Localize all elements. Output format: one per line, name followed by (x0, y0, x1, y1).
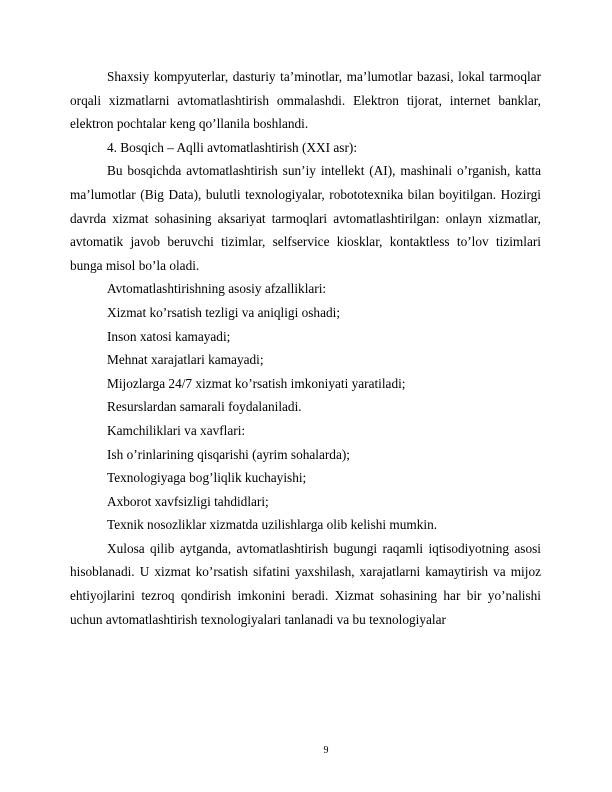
page-number: 9 (323, 745, 329, 756)
advantage-item: Mijozlarga 24/7 xizmat ko’rsatish imkoniyati yaratiladi; (107, 375, 406, 391)
stage4-heading: 4. Bosqich – Aqlli avtomatlashtirish (XXI asr): (107, 139, 358, 155)
disadvantage-item: Ish o’rinlarining qisqarishi (ayrim sohalarda); (107, 446, 350, 462)
intro-paragraph: Shaxsiy kompyuterlar, dasturiy ta’minotlar, ma’lumotlar bazasi, lokal tarmoqlar orqali xizmatlarni avtomatlashtirish ommalashdi. Elektron tijorat, internet banklar, elektron pochtalar keng qo’llanila boshlandi. (70, 69, 541, 132)
disadvantages-heading: Kamchiliklari va xavflari: (107, 422, 246, 438)
advantage-item: Resurslardan samarali foydalaniladi. (107, 399, 302, 415)
stage4-paragraph: Bu bosqichda avtomatlashtirish sun’iy intellekt (AI), mashinali o’rganish, katta ma’lumotlar (Big Data), bulutli texnologiyalar, robototexnika bilan boyitilgan. Hozirgi davrda xizmat sohasining aksariyat tarmoqlari avtomatlashtirilgan: onlayn xizmatlar, avtomatik javob beruvchi tizimlar, selfservice kiosklar, kontaktless to’lov tizimlari bunga misol bo’la oladi. (70, 163, 541, 273)
advantages-heading: Avtomatlashtirishning asosiy afzalliklari: (107, 281, 327, 297)
disadvantage-item: Texnologiyaga bog’liqlik kuchayishi; (107, 470, 307, 486)
advantage-item: Mehnat xarajatlari kamayadi; (107, 352, 264, 368)
advantage-item: Inson xatosi kamayadi; (107, 328, 231, 344)
disadvantage-item: Axborot xavfsizligi tahdidlari; (107, 493, 269, 509)
disadvantage-item: Texnik nosozliklar xizmatda uzilishlarga olib kelishi mumkin. (107, 517, 438, 533)
conclusion-paragraph: Xulosa qilib aytganda, avtomatlashtirish bugungi raqamli iqtisodiyotning asosi hisoblanadi. U xizmat ko’rsatish sifatini yaxshilash, xarajatlarni kamaytirish va mijoz ehtiyojlarini tezroq qondirish imkonini beradi. Xizmat sohasining har bir yo’nalishi uchun avtomatlashtirish texnologiyalari tanlanadi va bu texnologiyalar (70, 540, 541, 627)
advantage-item: Xizmat ko’rsatish tezligi va aniqligi oshadi; (107, 304, 341, 320)
page-body (70, 65, 541, 631)
